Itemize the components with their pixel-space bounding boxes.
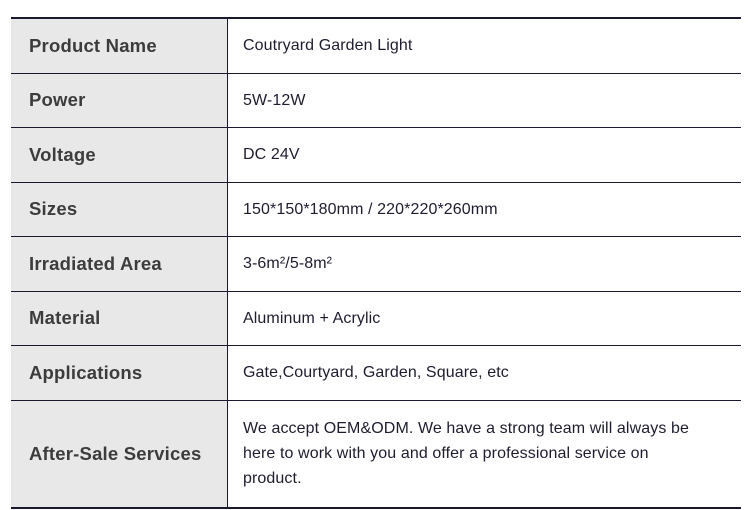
spec-label-power: Power (11, 74, 228, 128)
spec-value-text-applications: Gate,Courtyard, Garden, Square, etc (243, 364, 509, 382)
spec-label-product-name: Product Name (11, 19, 228, 73)
spec-value-material (228, 292, 741, 346)
spec-value-voltage (228, 128, 741, 182)
spec-value-text-voltage: DC 24V (243, 146, 300, 164)
spec-value-power (228, 74, 741, 128)
spec-value-after-sale-services (228, 401, 741, 507)
spec-row-applications (11, 346, 741, 401)
spec-value-applications (228, 346, 741, 400)
spec-value-text-irradiated-area: 3-6m²/5-8m² (243, 255, 333, 273)
spec-value-text-power: 5W-12W (243, 91, 306, 109)
spec-row-after-sale-services (11, 401, 741, 509)
spec-row-sizes (11, 183, 741, 238)
spec-value-irradiated-area (228, 237, 741, 291)
spec-label-applications: Applications (11, 346, 228, 400)
spec-label-voltage: Voltage (11, 128, 228, 182)
spec-label-sizes: Sizes (11, 183, 228, 237)
spec-value-text-sizes: 150*150*180mm / 220*220*260mm (243, 200, 498, 218)
spec-label-material: Material (11, 292, 228, 346)
spec-row-voltage (11, 128, 741, 183)
spec-row-material (11, 292, 741, 347)
spec-row-irradiated-area (11, 237, 741, 292)
product-spec-table (11, 17, 741, 509)
spec-value-text-product-name: Coutryard Garden Light (243, 37, 413, 55)
spec-value-sizes (228, 183, 741, 237)
spec-row-product-name (11, 19, 741, 74)
spec-row-power (11, 74, 741, 129)
spec-value-text-after-sale-services: We accept OEM&ODM. We have a strong team will always be here to work with you and offer a professional service on product. (243, 420, 689, 487)
spec-value-product-name (228, 19, 741, 73)
spec-value-text-material: Aluminum + Acrylic (243, 309, 381, 327)
spec-label-irradiated-area: Irradiated Area (11, 237, 228, 291)
spec-label-after-sale-services: After-Sale Services (11, 401, 228, 507)
